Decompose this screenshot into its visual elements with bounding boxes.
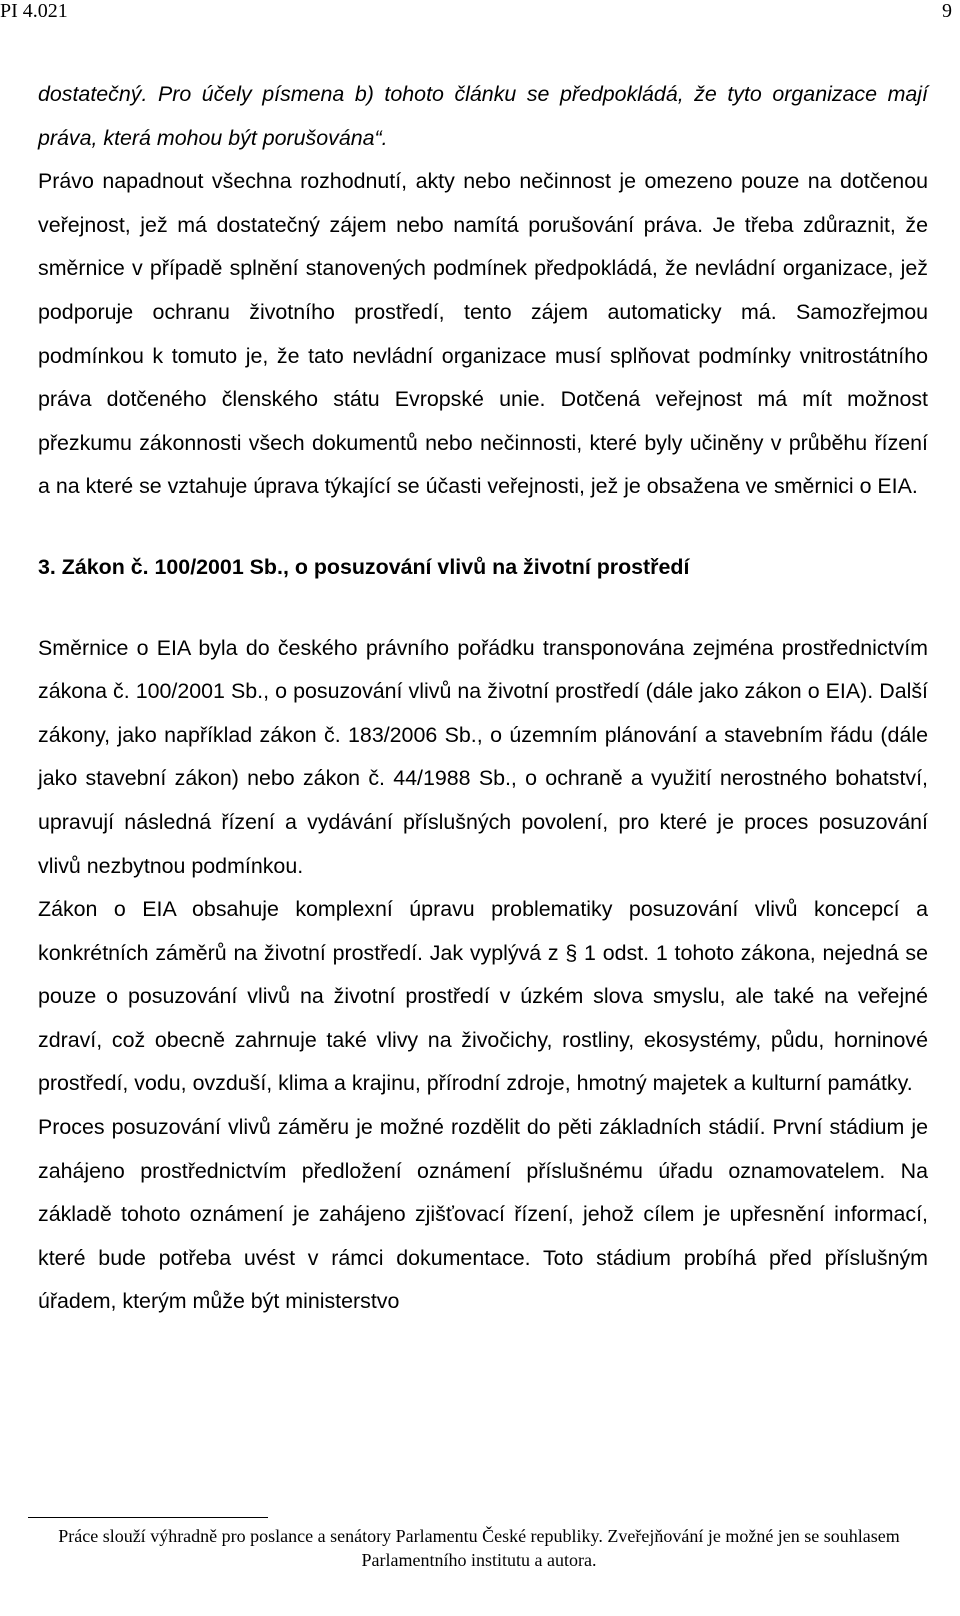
section-heading <box>38 546 928 590</box>
paragraph-right-to-challenge: Právo napadnout všechna rozhodnutí, akty nebo nečinnost je omezeno pouze na dotčenou veřejnost, jež má dostatečný zájem nebo namítá porušování práva. Je třeba zdůraznit, že směrnice v případě splnění stanovených podmínek předpokládá, že nevládní organizace, jež podporuje ochranu životního prostředí, tento zájem automaticky má. Samozřejmou podmínkou k tomuto je, že tato nevládní organizace musí splňovat podmínky vnitrostátního práva dotčeného členského státu Evropské unie. Dotčená veřejnost má mít možnost přezkumu zákonnosti všech dokumentů nebo nečinnosti, které byly učiněny v průběhu řízení a na které se vztahuje úprava týkající se účasti veřejnosti, jež je obsažena ve směrnici o EIA. <box>38 169 928 499</box>
footer-notice: Práce slouží výhradně pro poslance a senátory Parlamentu České republiky. Zveřejňování je možné jen se souhlasem Parlamentního institutu a autora. <box>58 1526 900 1570</box>
document-body <box>38 73 928 1324</box>
paragraph-process-stages: Proces posuzování vlivů záměru je možné rozdělit do pěti základních stádií. První stádium je zahájeno prostřednictvím předložení oznámení příslušnému úřadu oznamovatelem. Na základě tohoto oznámení je zahájeno zjišťovací řízení, jehož cílem je upřesnění informací, které bude potřeba uvést v rámci dokumentace. Toto stádium probíhá před příslušným úřadem, kterým může být ministerstvo <box>38 1115 928 1314</box>
page-header <box>0 0 960 26</box>
paragraph-transposition: Směrnice o EIA byla do českého právního pořádku transponována zejména prostřednictvím zákona č. 100/2001 Sb., o posuzování vlivů na životní prostředí (dále jako zákon o EIA). Další zákony, jako například zákon č. 183/2006 Sb., o územním plánování a stavebním řádu (dále jako stavební zákon) nebo zákon č. 44/1988 Sb., o ochraně a využití nerostného bohatství, upravují následná řízení a vydávání příslušných povolení, pro které je proces posuzování vlivů nezbytnou podmínkou. <box>38 635 928 878</box>
document-id: PI 4.021 <box>0 0 68 22</box>
paragraph-quote-end: dostatečný. Pro účely písmena b) tohoto článku se předpokládá, že tyto organizace mají práva, která mohou být porušována“. <box>38 82 928 150</box>
page-footer <box>28 1517 930 1572</box>
page-number: 9 <box>942 0 952 22</box>
section-heading-law-number: 3. Zákon č. 100/2001 Sb. <box>38 554 283 579</box>
paragraph-eia-scope: Zákon o EIA obsahuje komplexní úpravu problematiky posuzování vlivů koncepcí a konkrétních záměrů na životní prostředí. Jak vyplývá z § 1 odst. 1 tohoto zákona, nejedná se pouze o posuzování vlivů na životní prostředí v úzkém slova smyslu, ale také na veřejné zdraví, což obecně zahrnuje také vlivy na živočichy, rostliny, ekosystémy, půdu, horninové prostředí, vodu, ovzduší, klima a krajinu, přírodní zdroje, hmotný majetek a kulturní památky. <box>38 897 928 1096</box>
footer-rule <box>28 1517 268 1518</box>
section-heading-law-title: , o posuzování vlivů na životní prostředí <box>282 554 690 579</box>
